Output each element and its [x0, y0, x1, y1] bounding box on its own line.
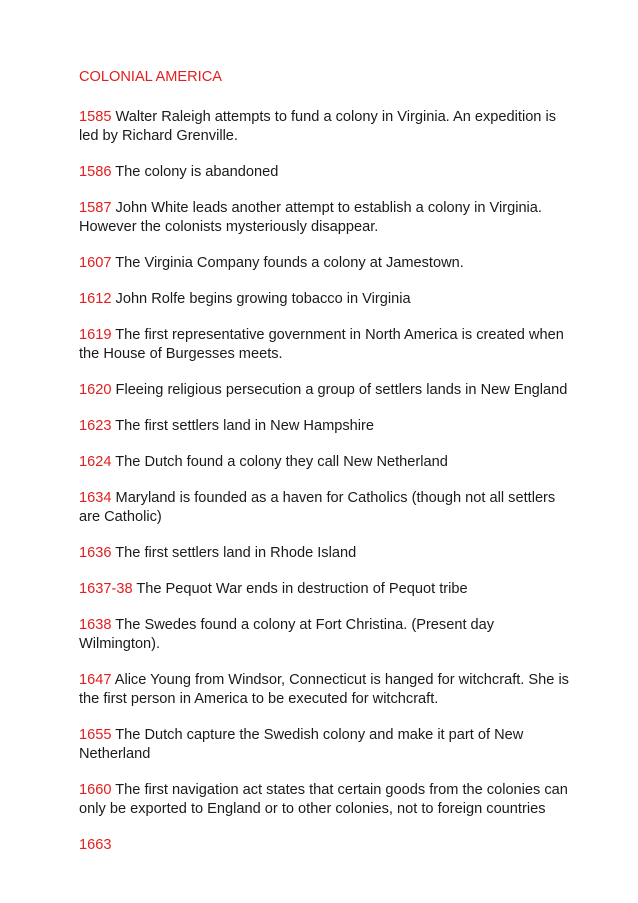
entry-text: The first navigation act states that certain goods from the colonies can only be exported to England or to other colonies, not to foreign countries: [79, 782, 568, 817]
entry-year: 1587: [79, 200, 112, 216]
timeline-entry: [79, 199, 579, 237]
entry-year: 1607: [79, 255, 112, 271]
timeline-entry: [79, 726, 579, 764]
entry-year: 1620: [79, 382, 112, 398]
document-page: [79, 68, 579, 872]
entry-text: Alice Young from Windsor, Connecticut is hanged for witchcraft. She is the first person in America to be executed for witchcraft.: [79, 672, 569, 707]
entry-year: 1660: [79, 782, 112, 798]
entry-year: 1636: [79, 545, 112, 561]
timeline-entry: [79, 544, 579, 563]
timeline-entry: [79, 781, 579, 819]
entry-text: The Pequot War ends in destruction of Pequot tribe: [136, 581, 468, 597]
entry-text: The Dutch capture the Swedish colony and make it part of New Netherland: [79, 727, 524, 762]
timeline-entry: [79, 836, 579, 855]
entry-year: 1655: [79, 727, 112, 743]
timeline-entry: [79, 290, 579, 309]
entry-text: The first settlers land in Rhode Island: [115, 545, 357, 561]
entry-text: Maryland is founded as a haven for Catholics (though not all settlers are Catholic): [79, 490, 556, 525]
timeline-entry: [79, 489, 579, 527]
timeline-entry: [79, 326, 579, 364]
entry-text: The Virginia Company founds a colony at Jamestown.: [115, 255, 464, 271]
entry-text: The Dutch found a colony they call New Netherland: [115, 454, 448, 470]
entry-text: The colony is abandoned: [115, 164, 279, 180]
timeline-entry: [79, 163, 579, 182]
entry-text: The Swedes found a colony at Fort Christina. (Present day Wilmington).: [79, 617, 495, 652]
entry-year: 1619: [79, 327, 112, 343]
entry-year: 1638: [79, 617, 112, 633]
timeline-entry: [79, 580, 579, 599]
timeline-entry: [79, 671, 579, 709]
entry-text: John Rolfe begins growing tobacco in Virginia: [115, 291, 411, 307]
entry-year: 1663: [79, 837, 112, 853]
timeline-entry: [79, 453, 579, 472]
timeline-entry: [79, 254, 579, 273]
entry-text: The first representative government in North America is created when the House of Burgesses meets.: [79, 327, 564, 362]
entry-year: 1647: [79, 672, 112, 688]
entry-year: 1623: [79, 418, 112, 434]
entry-year: 1585: [79, 109, 112, 125]
entry-year: 1586: [79, 164, 112, 180]
entry-year: 1637-38: [79, 581, 133, 597]
entry-text: The first settlers land in New Hampshire: [115, 418, 374, 434]
entry-year: 1612: [79, 291, 112, 307]
timeline-entry: [79, 417, 579, 436]
entry-year: 1624: [79, 454, 112, 470]
entry-text: John White leads another attempt to establish a colony in Virginia. However the colonists mysteriously disappear.: [79, 200, 542, 235]
timeline-entry: [79, 381, 579, 400]
timeline-entry: [79, 616, 579, 654]
entry-year: 1634: [79, 490, 112, 506]
timeline-entry: [79, 108, 579, 146]
entry-text: Walter Raleigh attempts to fund a colony in Virginia. An expedition is led by Richard Grenville.: [79, 109, 557, 144]
entry-text: Fleeing religious persecution a group of settlers lands in New England: [115, 382, 568, 398]
page-title: COLONIAL AMERICA: [79, 69, 223, 85]
